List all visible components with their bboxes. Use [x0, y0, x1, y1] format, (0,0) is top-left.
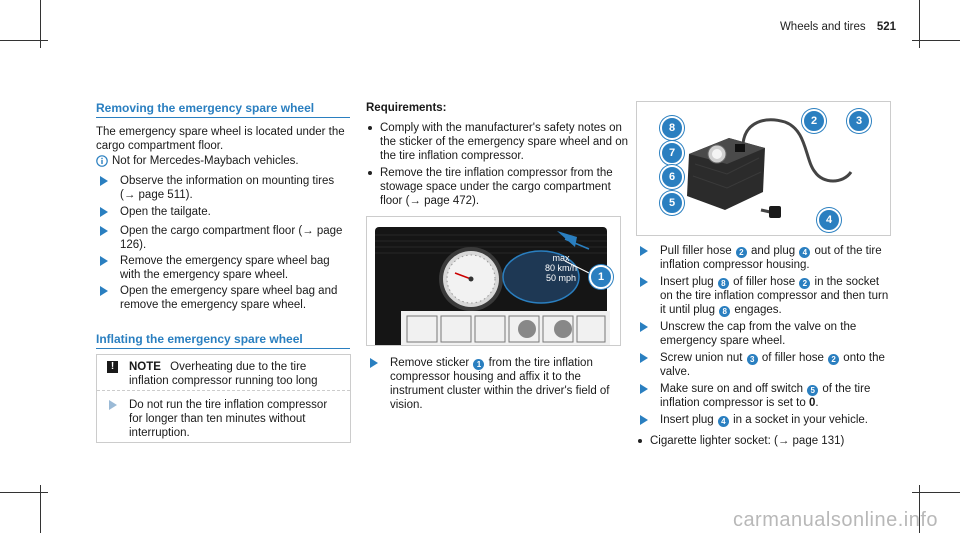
step-arrow-icon [640, 246, 648, 256]
step-remove-bag: Remove the emergency spare wheel bag with the emergency spare wheel. [96, 254, 350, 282]
step-arrow-icon [100, 226, 108, 236]
heading-inflating-spare-wheel: Inflating the emergency spare wheel [96, 332, 303, 346]
crop-mark [0, 492, 48, 493]
step-check-switch: Make sure on and off switch 5 of the tire inflation compressor is set to 0. [636, 382, 889, 410]
callout-7: 7 [660, 141, 684, 165]
step-insert-plug: Insert plug 8 of filler hose 2 in the socket on the tire inflation compressor and then turn it until plug 8 engages. [636, 275, 889, 317]
info-icon [96, 155, 108, 167]
warning-icon: ! [107, 361, 118, 373]
heading-removing-spare-wheel: Removing the emergency spare wheel [96, 101, 315, 115]
step-arrow-icon [100, 256, 108, 266]
requirement-item: Comply with the manufacturer's safety notes on the sticker of the emergency spare wheel and on the tire inflation compressor. [366, 121, 632, 163]
requirements-label: Requirements: [366, 102, 447, 114]
callout-3: 3 [847, 109, 871, 133]
callout-8: 8 [660, 116, 684, 140]
step-arrow-icon [100, 207, 108, 217]
bullet-cigarette-socket: Cigarette lighter socket: (→ page 131) [636, 434, 890, 448]
sticker-kmh: 80 km/h [544, 263, 577, 273]
sticker-max: max [552, 253, 570, 263]
crop-mark [0, 40, 48, 41]
notice-label: NOTE [129, 361, 161, 373]
crop-mark [912, 492, 960, 493]
callout-6: 6 [660, 165, 684, 189]
callout-5: 5 [660, 191, 684, 215]
step-arrow-icon [640, 353, 648, 363]
info-note-text: Not for Mercedes-Maybach vehicles. [112, 155, 299, 167]
step-arrow-icon [370, 358, 378, 368]
step-arrow-icon [640, 277, 648, 287]
step-arrow-icon [109, 400, 117, 410]
page-number: 521 [876, 21, 896, 33]
running-head [780, 20, 896, 34]
info-note [96, 154, 366, 168]
callout-4: 4 [817, 208, 841, 232]
step-observe-info: Observe the information on mounting tires (→ page 511). [96, 174, 350, 202]
step-pull-hose: Pull filler hose 2 and plug 4 out of the tire inflation compressor housing. [636, 244, 889, 272]
section-title: Wheels and tires [779, 21, 866, 33]
step-unscrew-cap: Unscrew the cap from the valve on the emergency spare wheel. [636, 320, 889, 348]
notice-title: Overheating due to the tire inflation compressor running too long [129, 361, 318, 387]
crop-mark [912, 40, 960, 41]
heading-rule [96, 117, 350, 118]
step-arrow-icon [100, 176, 108, 186]
notice-box [96, 354, 351, 443]
step-arrow-icon [640, 384, 648, 394]
step-open-floor: Open the cargo compartment floor (→ page 126). [96, 224, 350, 252]
callout-sticker: 1 [589, 265, 613, 289]
watermark: carmanualsonline.info [732, 509, 938, 531]
step-insert-plug-socket: Insert plug 4 in a socket in your vehicle. [636, 413, 889, 427]
requirement-item: Remove the tire inflation compressor from the stowage space under the cargo compartment floor (→ page 472). [366, 166, 632, 208]
figure-compressor [636, 101, 891, 236]
heading-rule [96, 348, 350, 349]
sticker-mph: 50 mph [545, 273, 577, 283]
ref-sticker: 1 [473, 359, 484, 370]
figure-sticker [366, 216, 621, 346]
step-open-bag: Open the emergency spare wheel bag and remove the emergency spare wheel. [96, 284, 350, 312]
notice-text [129, 360, 343, 388]
step-limit-runtime: Do not run the tire inflation compressor for longer than ten minutes without interruption. [105, 398, 343, 440]
step-open-tailgate: Open the tailgate. [96, 205, 350, 219]
intro-text: The emergency spare wheel is located under the cargo compartment floor. [96, 126, 345, 152]
step-arrow-icon [100, 286, 108, 296]
step-screw-union-nut: Screw union nut 3 of filler hose 2 onto the valve. [636, 351, 889, 379]
step-remove-sticker: Remove sticker 1 from the tire inflation compressor housing and affix it to the instrument cluster within the driver's field of vision. [366, 356, 618, 412]
step-arrow-icon [640, 415, 648, 425]
step-arrow-icon [640, 322, 648, 332]
callout-2: 2 [802, 109, 826, 133]
